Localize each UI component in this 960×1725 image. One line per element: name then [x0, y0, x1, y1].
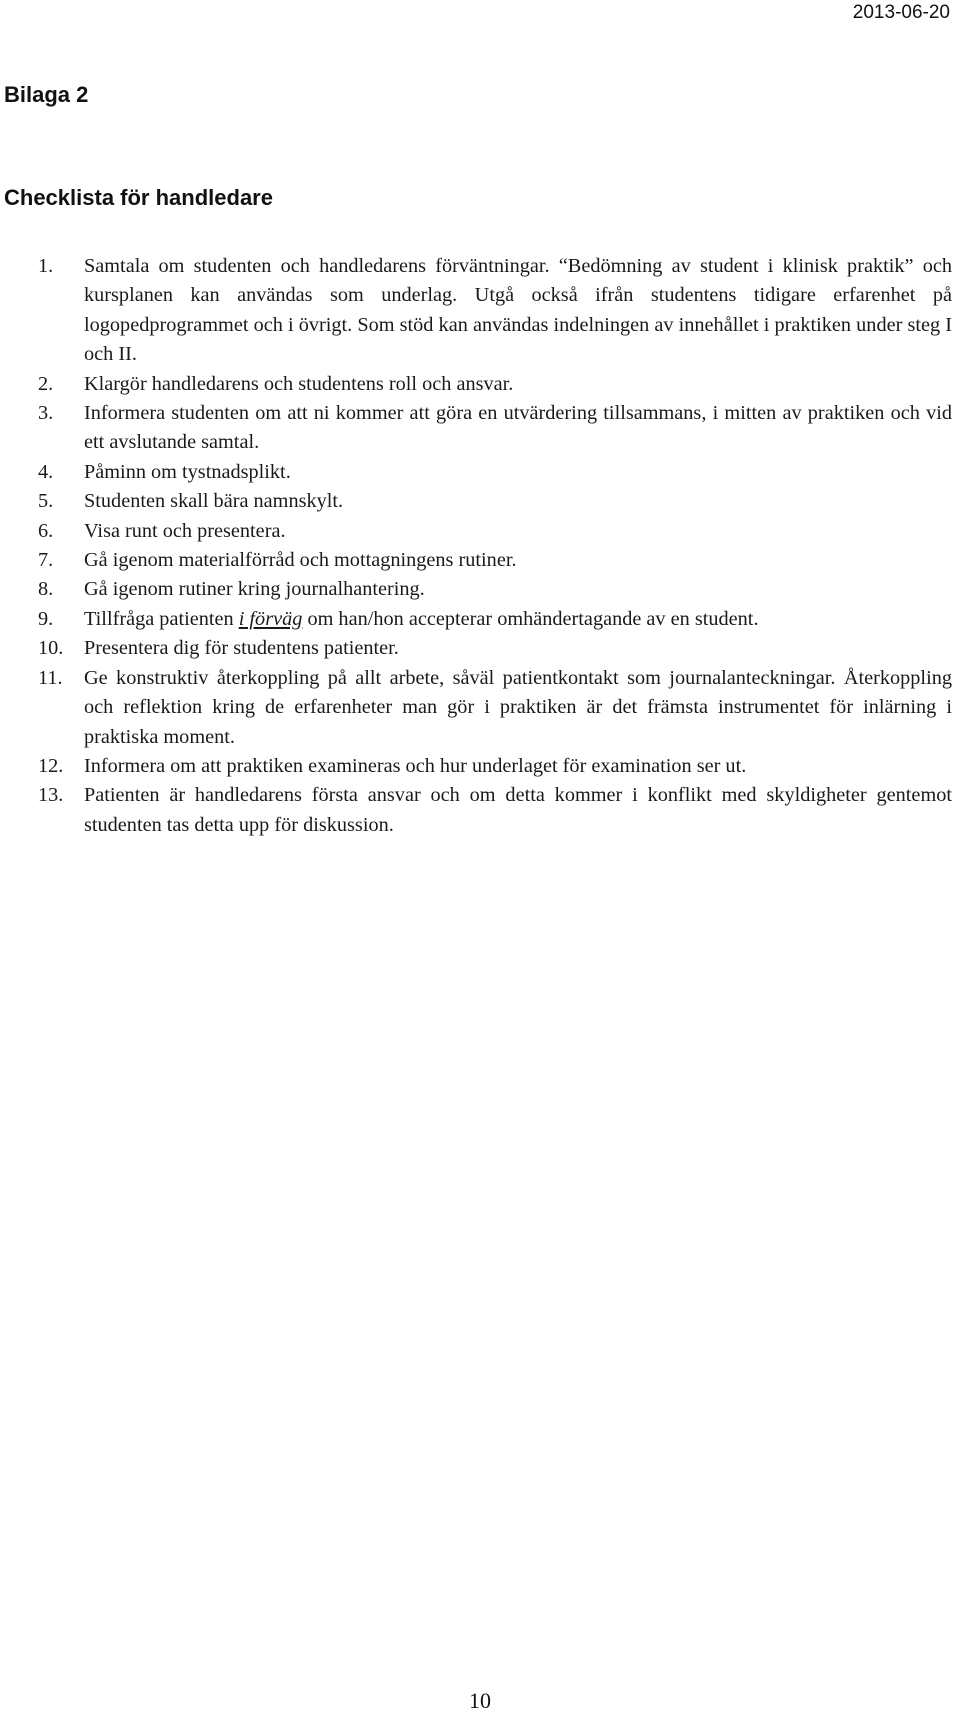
checklist — [0, 252, 960, 840]
item-number: 9. — [38, 607, 54, 630]
item-text-emphasis: i förväg — [238, 607, 303, 630]
item-text: Påminn om tystnadsplikt. — [84, 460, 291, 483]
page-number: 10 — [469, 1688, 491, 1713]
checklist-item-13 — [0, 781, 960, 840]
checklist-item-11 — [0, 664, 960, 752]
checklist-item-4 — [0, 458, 960, 487]
item-number: 12. — [38, 754, 64, 777]
item-number: 3. — [38, 402, 54, 425]
item-number: 7. — [38, 549, 54, 572]
item-number: 13. — [38, 784, 64, 807]
checklist-item-5 — [0, 487, 960, 516]
item-text: Gå igenom materialförråd och mottagningens rutiner. — [84, 549, 517, 572]
checklist-item-12 — [0, 752, 960, 781]
checklist-title: Checklista för handledare — [4, 185, 273, 210]
item-text: Presentera dig för studentens patienter. — [84, 637, 399, 660]
item-text: Informera studenten om att ni kommer att göra en utvärdering tillsammans, i mitten av praktiken och vid ett avslutande samtal. — [84, 402, 952, 454]
item-number: 11. — [38, 666, 63, 689]
item-text: Gå igenom rutiner kring journalhantering. — [84, 578, 425, 601]
item-text: Klargör handledarens och studentens roll och ansvar. — [84, 372, 514, 395]
checklist-item-3 — [0, 399, 960, 458]
item-text: Patienten är handledarens första ansvar och om detta kommer i konflikt med skyldigheter gentemot studenten tas detta upp för diskussion. — [84, 784, 952, 836]
item-number: 1. — [38, 255, 54, 277]
document-date: 2013-06-20 — [852, 2, 950, 23]
checklist-item-1 — [0, 252, 960, 370]
item-text — [84, 608, 759, 630]
item-text-after: om han/hon accepterar omhändertagande av en student. — [302, 607, 759, 630]
item-text: Informera om att praktiken examineras och hur underlaget för examination ser ut. — [84, 754, 747, 777]
checklist-item-2 — [0, 370, 960, 399]
item-text: Visa runt och presentera. — [84, 519, 286, 542]
item-text: Ge konstruktiv återkoppling på allt arbete, såväl patientkontakt som journalanteckningar. Återkoppling och reflektion kring de erfarenheter man gör i praktiken är det främsta instrumentet för inlärning i praktiska moment. — [84, 666, 952, 748]
appendix-heading: Bilaga 2 — [4, 82, 89, 107]
checklist-item-6 — [0, 517, 960, 546]
item-number: 10. — [38, 637, 64, 660]
item-number: 2. — [38, 372, 54, 395]
checklist-item-9 — [0, 605, 960, 634]
item-text: Studenten skall bära namnskylt. — [84, 490, 344, 513]
item-text: Samtala om studenten och handledarens förväntningar. “Bedömning av student i klinisk praktik” och kursplanen kan användas som underlag. Utgå också ifrån studentens tidigare erfarenhet på logopedprogrammet och i övrigt. Som stöd kan användas indelningen av innehållet i praktiken under steg I och II. — [84, 255, 952, 366]
item-number: 8. — [38, 578, 54, 601]
checklist-item-7 — [0, 546, 960, 575]
item-number: 5. — [38, 490, 54, 513]
item-number: 4. — [38, 460, 54, 483]
checklist-item-8 — [0, 575, 960, 604]
item-number: 6. — [38, 519, 54, 542]
item-text-before: Tillfråga patienten — [84, 607, 239, 630]
checklist-item-10 — [0, 634, 960, 663]
